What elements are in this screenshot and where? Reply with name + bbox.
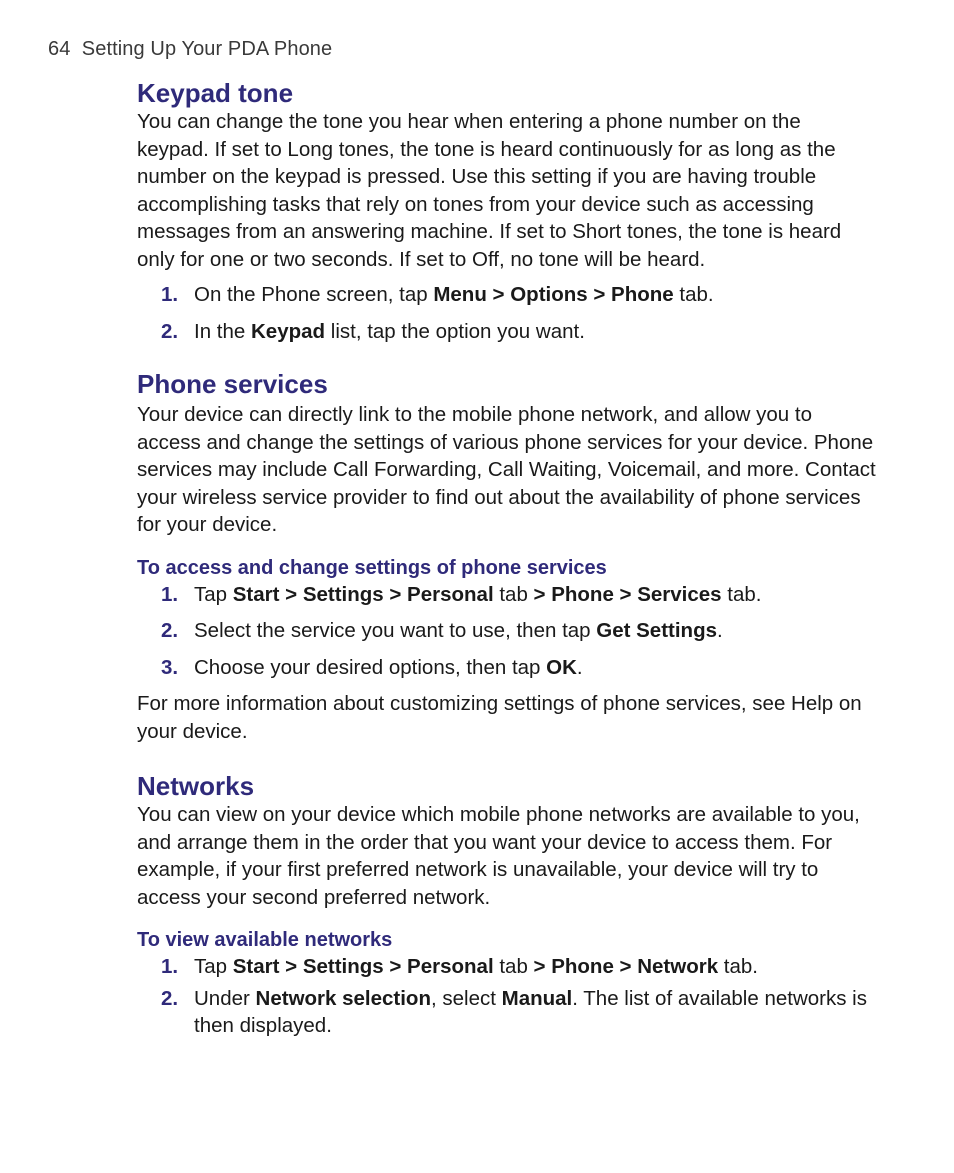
- step-item: [137, 318, 877, 346]
- step-number: 2.: [161, 319, 179, 343]
- step-text: . The list of available networks is then displayed.: [194, 986, 867, 1037]
- step-list: [137, 281, 877, 345]
- step-number: 1.: [161, 582, 179, 606]
- step-item: [137, 281, 877, 309]
- procedure-heading: To view available networks: [137, 929, 393, 951]
- step-text: tab.: [721, 582, 762, 606]
- step-list: [137, 953, 877, 1040]
- step-list: [137, 581, 877, 682]
- section-heading: Networks: [137, 771, 255, 801]
- step-text: tab: [493, 582, 534, 606]
- step-text: Tap: [194, 955, 233, 978]
- ui-term: Manual: [501, 986, 573, 1010]
- ui-term: OK: [546, 655, 577, 679]
- step-item: [137, 985, 877, 1040]
- ui-separator: >: [587, 283, 612, 306]
- section-phone-services: [137, 369, 877, 745]
- step-number: 2.: [161, 986, 179, 1010]
- section-heading: Keypad tone: [137, 78, 294, 108]
- step-text: Select the service you want to use, then tap: [194, 619, 597, 642]
- step-text: tab: [493, 955, 534, 978]
- step-number: 1.: [161, 955, 179, 978]
- step-number: 3.: [161, 655, 179, 679]
- ui-term: Get Settings: [596, 619, 718, 642]
- step-item: [137, 654, 877, 682]
- ui-term: Start > Settings > Personal: [232, 582, 494, 606]
- ui-separator: >: [486, 283, 511, 306]
- step-number: 1.: [161, 283, 179, 306]
- step-text: tab.: [673, 283, 714, 306]
- page-header: [48, 38, 332, 61]
- step-text: .: [717, 619, 723, 642]
- step-text: , select: [430, 986, 502, 1010]
- section-networks: [137, 771, 877, 1040]
- ui-term: Phone: [611, 283, 674, 306]
- step-text: Under: [194, 986, 256, 1010]
- section-keypad-tone: [137, 78, 877, 345]
- step-number: 2.: [161, 619, 179, 642]
- page-content: [137, 78, 877, 1040]
- step-text: Tap: [194, 582, 233, 606]
- ui-term: Menu: [433, 283, 487, 306]
- procedure-heading: To access and change settings of phone services: [137, 556, 607, 579]
- step-item: [137, 617, 877, 645]
- ui-term: Start > Settings > Personal: [232, 955, 494, 978]
- ui-term: > Phone > Network: [533, 955, 719, 978]
- ui-term: Keypad: [251, 319, 326, 343]
- section-note: For more information about customizing settings of phone services, see Help on your device.: [137, 692, 862, 743]
- step-text: .: [576, 655, 583, 679]
- section-heading: Phone services: [137, 369, 328, 399]
- step-item: [137, 581, 877, 609]
- step-text: Choose your desired options, then tap: [194, 655, 547, 679]
- step-text: On the Phone screen, tap: [194, 283, 434, 306]
- ui-term: Network selection: [255, 986, 431, 1010]
- section-body: You can view on your device which mobile phone networks are available to you, and arrange them in the order that you want your device to access them. For example, if your first preferred network is unavailable, your device will try to access your second preferred network.: [137, 803, 860, 909]
- section-body: You can change the tone you hear when entering a phone number on the keypad. If set to Long tones, the tone is heard continuously for as long as the number on the keypad is pressed. Use this setting if you are having trouble accomplishing tasks that rely on tones from your device such as accessing messages from an answering machine. If set to Short tones, the tone is heard only for one or two seconds. If set to Off, no tone will be heard.: [137, 110, 842, 271]
- step-text: tab.: [718, 955, 758, 978]
- step-item: [137, 953, 877, 981]
- step-text: list, tap the option you want.: [325, 319, 585, 343]
- step-text: In the: [194, 319, 251, 343]
- page-number: 64: [48, 38, 71, 60]
- ui-term: Options: [510, 283, 588, 306]
- ui-term: > Phone > Services: [533, 582, 722, 606]
- chapter-title: Setting Up Your PDA Phone: [81, 38, 333, 60]
- section-body: Your device can directly link to the mobile phone network, and allow you to access and change the settings of various phone services for your device. Phone services may include Call Forwarding, Call Waiting, Voicemail, and more. Contact your wireless service provider to find out about the availability of phone services for your device.: [137, 403, 876, 536]
